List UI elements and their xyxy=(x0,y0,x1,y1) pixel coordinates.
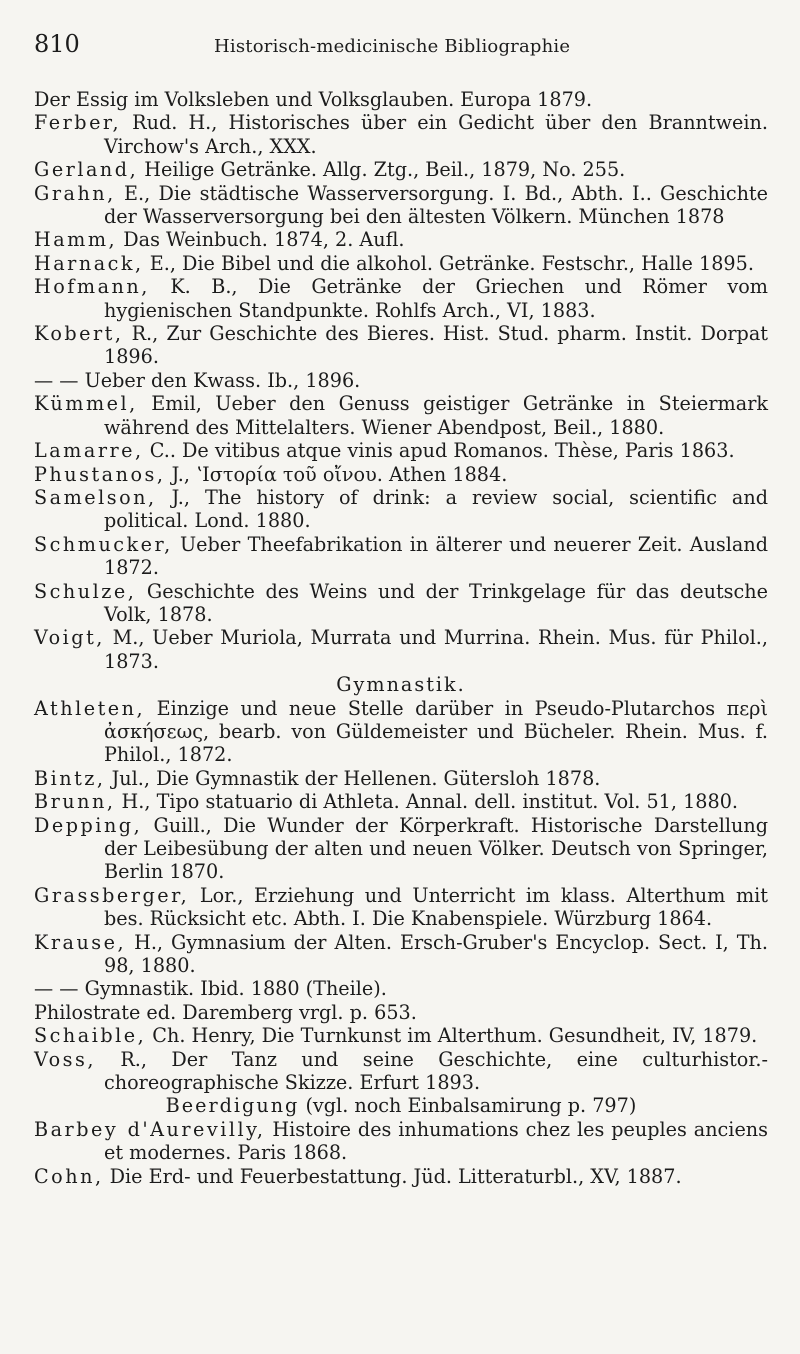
entry-text: Philostrate ed. Daremberg vrgl. p. 653. xyxy=(34,1000,417,1024)
entry-author: Schmucker, xyxy=(34,532,173,556)
entry-text: Heilige Getränke. Allg. Ztg., Beil., 1879, No. 255. xyxy=(138,158,626,182)
entry-author: Samelson, xyxy=(34,485,157,509)
entry-text: Histoire des inhumations chez les peuples anciens et modernes. Paris 1868. xyxy=(104,1117,769,1165)
entry-author: Depping, xyxy=(34,813,143,837)
bibliography-entry xyxy=(34,790,768,813)
bibliography-entry xyxy=(34,111,768,158)
bibliography-entry xyxy=(34,322,768,369)
bibliography-entry xyxy=(34,182,768,229)
bibliography-entry xyxy=(34,533,768,580)
entry-author: Barbey d'Aurevilly, xyxy=(34,1117,266,1141)
section-heading-title: Gymnastik. xyxy=(336,673,466,697)
entry-author: Harnack, xyxy=(34,251,144,275)
bibliography-entry xyxy=(34,884,768,931)
entry-text: Der Essig im Volksleben und Volksglauben. Europa 1879. xyxy=(34,88,593,111)
bibliography-entry xyxy=(34,158,768,181)
entry-text: J., ʽΙστορία τοῦ οἴνου. Athen 1884. xyxy=(165,462,508,486)
entry-author: Ferber, xyxy=(34,111,122,135)
entry-text: H., Gymnasium der Alten. Ersch-Gruber's Encyclop. Sect. I, Th. 98, 1880. xyxy=(104,930,768,978)
entry-text: R., Zur Geschichte des Bieres. Hist. Stud. pharm. Instit. Dorpat 1896. xyxy=(104,322,768,369)
bibliography-entry xyxy=(34,977,768,1000)
entry-author: Grahn, xyxy=(34,181,116,205)
entry-author: Grassberger, xyxy=(34,883,190,907)
entry-text: K. B., Die Getränke der Griechen und Römer vom hygienischen Standpunkte. Rohlfs Arch., VI, 1883. xyxy=(104,275,768,322)
entry-text: Guill., Die Wunder der Körperkraft. Historische Darstellung der Leibesübung der alten und neuen Völker. Deutsch von Springer, Berlin 1870. xyxy=(104,813,768,884)
entry-text: — — Ueber den Kwass. Ib., 1896. xyxy=(34,368,361,392)
entry-text: H., Tipo statuario di Athleta. Annal. dell. institut. Vol. 51, 1880. xyxy=(115,790,739,814)
entry-text: Die Erd- und Feuerbestattung. Jüd. Litteraturbl., XV, 1887. xyxy=(103,1164,682,1188)
entry-author: Hofmann, xyxy=(34,275,150,299)
entry-author: Bintz, xyxy=(34,766,106,790)
entry-text: J., The history of drink: a review social, scientific and political. Lond. 1880. xyxy=(104,485,768,533)
entry-author: Cohn, xyxy=(34,1164,104,1188)
bibliography-entry xyxy=(34,1048,768,1095)
entry-text: Geschichte des Weins und der Trinkgelage für das deutsche Volk, 1878. xyxy=(104,579,768,626)
entry-text: E., Die städtische Wasserversorgung. I. Bd., Abth. I.. Geschichte der Wasserversorgung bei den ältesten Völkern. München 1878 xyxy=(104,181,768,229)
entry-author: Gerland, xyxy=(34,158,139,182)
entry-author: Kümmel, xyxy=(34,392,138,416)
entry-author: Voigt, xyxy=(34,626,105,650)
entry-author: Lamarre, xyxy=(34,439,144,463)
entry-author: Voss, xyxy=(34,1047,96,1071)
bibliography-entry xyxy=(34,88,768,111)
page-number: 810 xyxy=(34,30,80,58)
entry-text: Ch. Henry, Die Turnkunst im Alterthum. Gesundheit, IV, 1879. xyxy=(146,1024,758,1048)
bibliography-entry xyxy=(34,580,768,627)
entry-text: M., Ueber Muriola, Murrata und Murrina. Rhein. Mus. für Philol., 1873. xyxy=(104,626,768,673)
bibliography-entry xyxy=(34,1001,768,1024)
entry-author: Hamm, xyxy=(34,228,118,252)
bibliography-entry xyxy=(34,1024,768,1047)
entry-text: Jul., Die Gymnastik der Hellenen. Gütersloh 1878. xyxy=(105,766,601,790)
bibliography-entry xyxy=(34,228,768,251)
bibliography-entry xyxy=(34,767,768,790)
bibliography-entry xyxy=(34,814,768,884)
section-heading-note: (vgl. noch Einbalsamirung p. 797) xyxy=(299,1094,637,1118)
page-header xyxy=(34,30,768,76)
entry-author: Brunn, xyxy=(34,790,116,814)
entry-text: Das Weinbuch. 1874, 2. Aufl. xyxy=(117,228,405,252)
running-title: Historisch-medicinische Bibliographie xyxy=(214,36,571,57)
entry-author: Schaible, xyxy=(34,1024,147,1048)
bibliography-entry xyxy=(34,931,768,978)
section-heading xyxy=(34,673,768,696)
entry-author: Phustanos, xyxy=(34,462,166,486)
bibliography-entry xyxy=(34,275,768,322)
entry-author: Schulze, xyxy=(34,579,137,603)
bibliography-entry xyxy=(34,486,768,533)
bibliography-entry xyxy=(34,439,768,462)
section-heading-title: Beerdigung xyxy=(165,1094,300,1118)
entry-text: R., Der Tanz und seine Geschichte, eine culturhistor.-choreographische Skizze. Erfurt 1893. xyxy=(95,1047,768,1095)
entry-author: Krause, xyxy=(34,930,127,954)
bibliography-entry xyxy=(34,392,768,439)
bibliography-entry xyxy=(34,697,768,767)
entry-text: C.. De vitibus atque vinis apud Romanos. Thèse, Paris 1863. xyxy=(143,439,735,463)
entry-text: Einzige und neue Stelle darüber in Pseudo-Plutarchos περὶ ἀσκήσεως, bearb. von Güldemeister und Bücheler. Rhein. Mus. f. Philol., 1872. xyxy=(104,696,768,767)
entry-text: Rud. H., Historisches über ein Gedicht über den Branntwein. Virchow's Arch., XXX. xyxy=(104,111,768,158)
entry-text: E., Die Bibel und die alkohol. Getränke. Festschr., Halle 1895. xyxy=(143,251,754,275)
entry-text: Ueber Theefabrikation in älterer und neuerer Zeit. Ausland 1872. xyxy=(104,532,768,580)
bibliography-entry xyxy=(34,369,768,392)
bibliography-entry xyxy=(34,252,768,275)
bibliography-entry xyxy=(34,463,768,486)
bibliography-entry xyxy=(34,626,768,673)
bibliography-entry xyxy=(34,1165,768,1188)
entry-text: Lor., Erziehung und Unterricht im klass. Alterthum mit bes. Rücksicht etc. Abth. I. Die Knabenspiele. Würzburg 1864. xyxy=(104,883,768,931)
entry-author: Athleten, xyxy=(34,696,146,720)
entry-text: Emil, Ueber den Genuss geistiger Getränke in Steiermark während des Mittelalters. Wiener Abendpost, Beil., 1880. xyxy=(104,392,768,439)
section-heading xyxy=(34,1094,768,1117)
bibliography-entries xyxy=(34,88,768,1188)
entry-author: Kobert, xyxy=(34,322,124,346)
entry-text: — — Gymnastik. Ibid. 1880 (Theile). xyxy=(34,977,387,1001)
bibliography-entry xyxy=(34,1118,768,1165)
